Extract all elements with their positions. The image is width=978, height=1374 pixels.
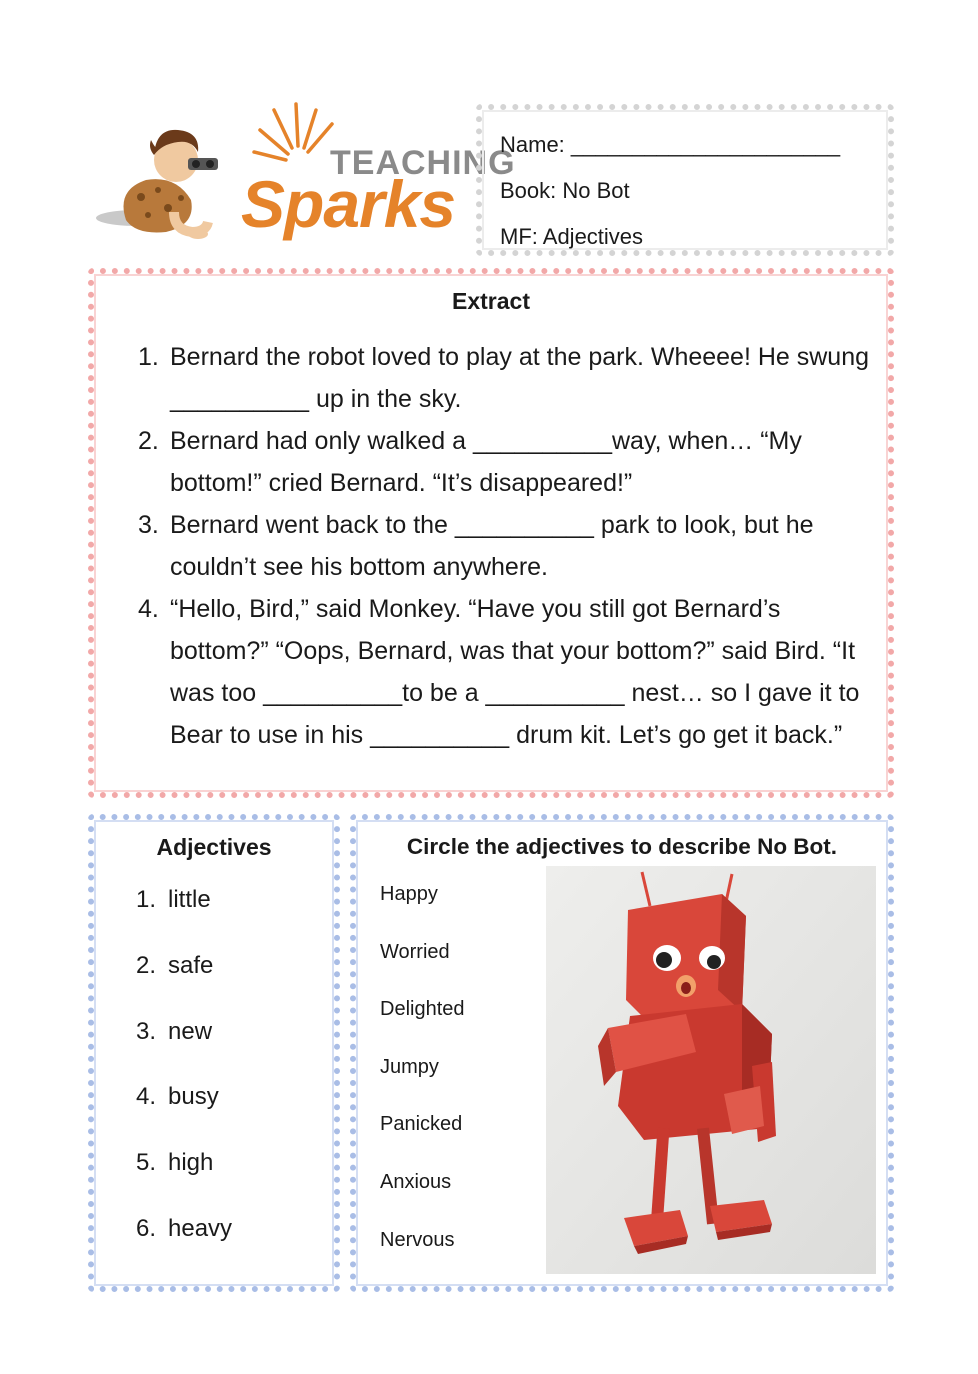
circle-adjectives-box [350,814,894,1292]
extract-item-number: 1. [138,343,159,371]
adjectives-title: Adjectives [156,834,272,860]
adjective-item [136,946,232,1012]
name-line[interactable]: Name: ______________________ [500,132,841,157]
extract-item-text[interactable]: Bernard the robot loved to play at the park. Wheeee! He swung __________ up in the sky. [170,343,870,413]
extract-item [138,420,883,504]
extract-item-text[interactable]: Bernard went back to the __________ park to look, but he couldn’t see his bottom anywhere. [170,511,814,581]
no-bot-robot-image [546,866,876,1274]
adjective-item [136,1209,232,1275]
logo-word-sparks: Sparks [241,167,456,241]
extract-item-text[interactable]: Bernard had only walked a __________way, when… “My bottom!” cried Bernard. “It’s disappeared!” [170,427,802,497]
book-line: Book: No Bot [500,178,630,203]
adjective-option[interactable]: Anxious [380,1170,452,1193]
teaching-sparks-logo [96,100,516,250]
extract-item [138,336,883,420]
adjective-word: new [168,1017,213,1045]
circle-instruction-title: Circle the adjectives to describe No Bot. [406,834,838,859]
adjective-item [136,1077,232,1143]
extract-item-text[interactable]: “Hello, Bird,” said Monkey. “Have you still got Bernard’s bottom?” “Oops, Bernard, was that your bottom?” said Bird. “It was too __________to be a __________ nest… so I gave it to Bear to use in his __________ drum kit. Let’s go get it back.” [170,595,860,749]
adjective-option[interactable]: Delighted [380,998,465,1021]
adjective-word: little [168,886,211,913]
adjective-number: 1. [136,886,157,913]
extract-title: Extract [452,288,530,314]
extract-item-number: 4. [138,595,159,623]
adjective-option[interactable]: Panicked [380,1113,463,1136]
adjective-option[interactable]: Nervous [380,1228,455,1251]
extract-item [138,588,883,756]
adjective-options-list [380,880,465,1283]
extract-item [138,504,883,588]
adjective-number: 2. [136,951,157,979]
adjective-option[interactable]: Worried [380,940,450,963]
mf-line: MF: Adjectives [500,224,644,249]
adjectives-list [136,880,232,1275]
extract-list [138,336,883,756]
adjective-option[interactable]: Jumpy [380,1055,439,1078]
extract-item-number: 3. [138,511,159,539]
logo-word-teaching: TEACHING [330,144,516,182]
adjective-item [136,880,232,946]
extract-box [88,268,894,798]
adjective-word: heavy [168,1214,233,1242]
adjective-word: high [168,1149,214,1177]
student-info-box [476,104,894,256]
adjective-option[interactable]: Happy [380,883,438,905]
red-robot-illustration [546,866,876,1274]
adjective-number: 5. [136,1149,157,1177]
adjectives-box [88,814,340,1292]
adjective-item [136,1143,232,1209]
adjective-word: safe [168,951,214,979]
extract-item-number: 2. [138,427,159,455]
adjective-item [136,1012,232,1078]
caveman-mascot-icon [96,100,246,250]
adjective-number: 4. [136,1083,157,1111]
adjective-number: 6. [136,1214,157,1242]
adjective-word: busy [168,1083,219,1111]
adjective-number: 3. [136,1017,157,1045]
